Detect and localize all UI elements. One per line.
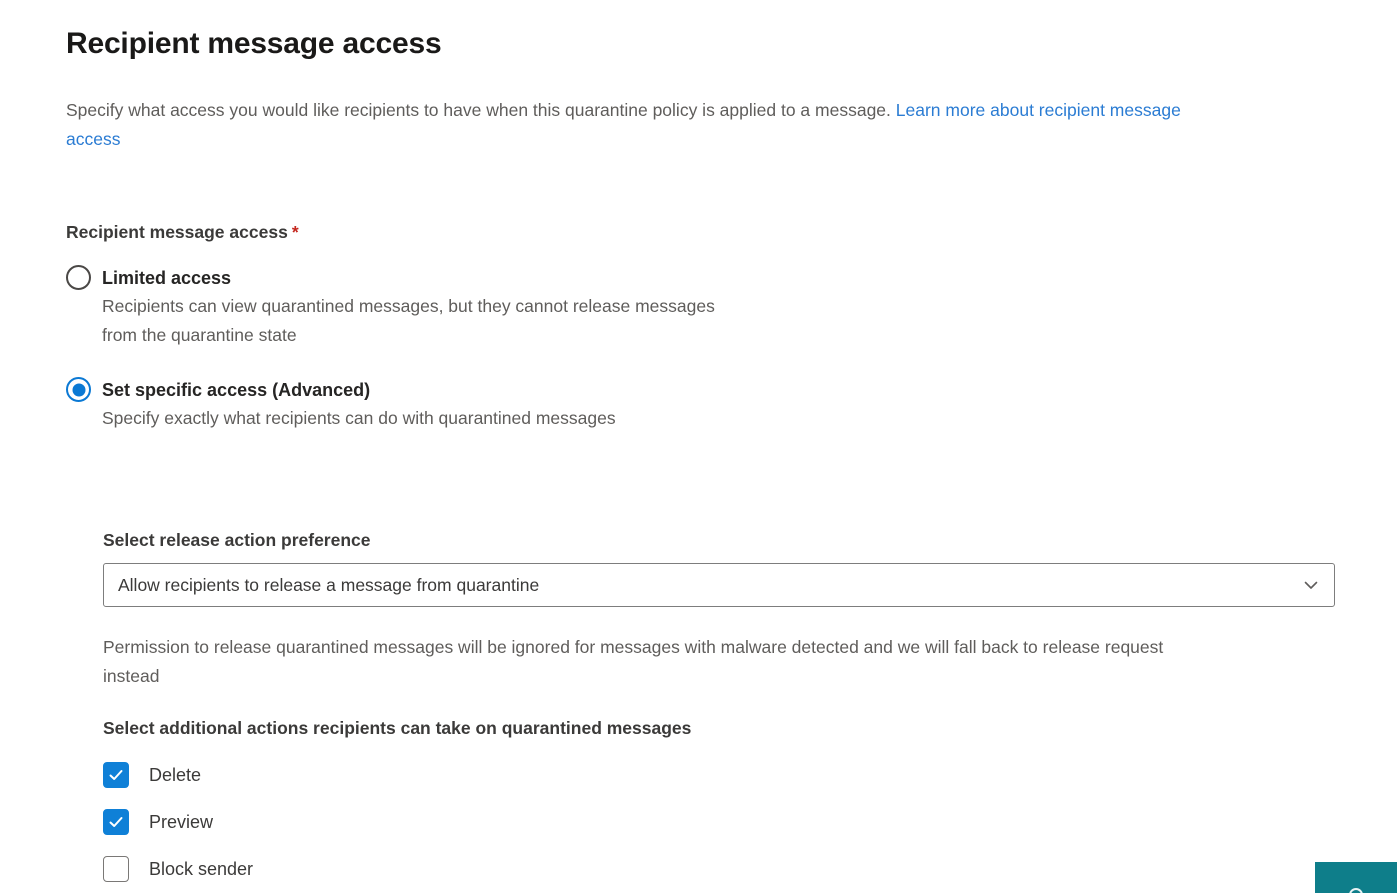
chevron-down-icon — [1302, 576, 1320, 594]
radio-option-text — [102, 264, 722, 350]
checkbox-checked[interactable] — [103, 762, 129, 788]
checkbox-row-delete[interactable] — [103, 761, 1333, 789]
radio-option-description: Recipients can view quarantined messages, but they cannot release messages from the quarantine state — [102, 296, 715, 345]
field-label-recipient-message-access — [66, 220, 1333, 244]
page-title: Recipient message access — [66, 27, 442, 60]
dropdown-selected-value: Allow recipients to release a message from quarantine — [118, 574, 540, 595]
additional-actions-label: Select additional actions recipients can take on quarantined messages — [103, 718, 692, 738]
radio-button-unselected[interactable] — [66, 265, 91, 290]
checkbox-label: Block sender — [149, 858, 254, 879]
radio-option-text — [102, 376, 616, 433]
radio-option-description: Specify exactly what recipients can do with quarantined messages — [102, 408, 616, 428]
recipient-access-radio-group — [66, 264, 1333, 433]
release-action-dropdown[interactable] — [103, 563, 1335, 607]
checkbox-label: Delete — [149, 764, 202, 785]
checkbox-label: Preview — [149, 811, 214, 832]
release-permission-note: Permission to release quarantined messages will be ignored for messages with malware detected and we will fall back to release request instead — [103, 637, 1164, 686]
checkbox-checked[interactable] — [103, 809, 129, 835]
checkbox-unchecked[interactable] — [103, 856, 129, 882]
field-label-text: Recipient message access — [66, 222, 288, 242]
page-description-text: Specify what access you would like recipients to have when this quarantine policy is applied to a message. — [66, 100, 891, 120]
help-widget-button[interactable] — [1315, 862, 1397, 893]
radio-option-label: Limited access — [102, 268, 232, 288]
required-asterisk: * — [291, 222, 299, 242]
release-action-label: Select release action preference — [103, 530, 371, 550]
radio-option-set-specific-access[interactable] — [66, 376, 1333, 433]
checkmark-icon — [107, 813, 125, 831]
checkbox-row-preview[interactable] — [103, 808, 1333, 836]
radio-option-label: Set specific access (Advanced) — [102, 380, 371, 400]
radio-button-selected[interactable] — [66, 377, 91, 402]
checkmark-icon — [107, 766, 125, 784]
radio-option-limited-access[interactable] — [66, 264, 1333, 350]
checkbox-row-block-sender[interactable] — [103, 855, 1333, 883]
advanced-access-subsection — [103, 527, 1333, 883]
page-description — [66, 96, 1186, 154]
learn-more-link[interactable]: Learn more about recipient message access — [66, 100, 1181, 149]
help-icon — [1349, 888, 1363, 893]
